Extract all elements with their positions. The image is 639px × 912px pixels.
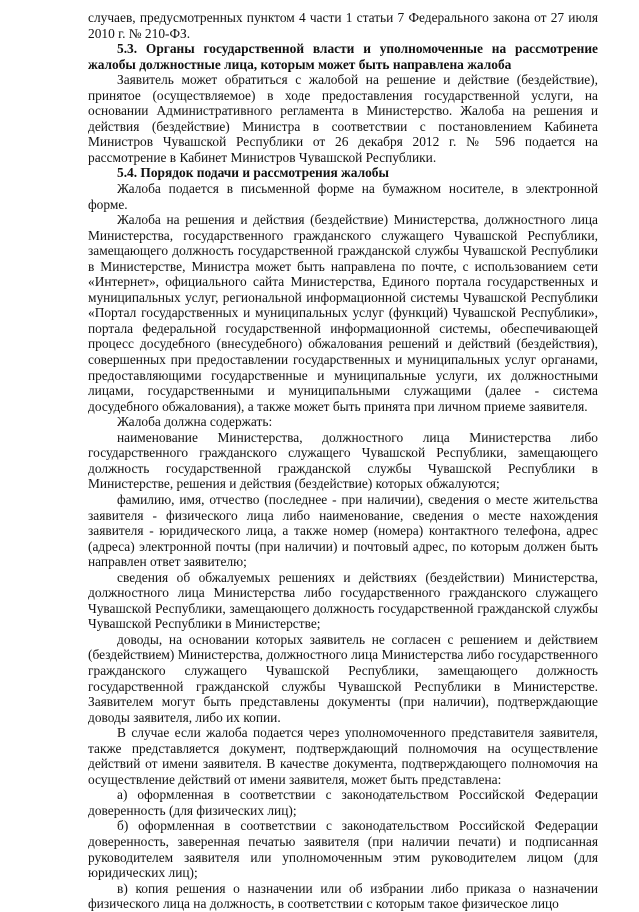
list-item-arguments: доводы, на основании которых заявитель не согласен с решением и действием (бездействием) Министерства, должностного лица Министерства либо государственного гражданского служащего Чувашской Республики, замещающего должность государственной гражданской службы Чувашской Республики в Министерстве. Заявителем могут быть представлены документы (при наличии), подтверждающие доводы заявителя, либо их копии. xyxy=(88,631,598,725)
list-item-name: наименование Министерства, должностного лица Министерства либо государственного гражданского служащего Чувашской Республики, замещающего должность государственной гражданской службы Чувашской Республики в Министерстве, решения и действия (бездействие) которых обжалуются; xyxy=(88,429,598,492)
paragraph-continuation: случаев, предусмотренных пунктом 4 части 1 статьи 7 Федерального закона от 27 июля 2010 г. № 210-ФЗ. xyxy=(88,10,598,41)
paragraph-representative: В случае если жалоба подается через уполномоченного представителя заявителя, также представляется документ, подтверждающий полномочия на осуществление действий от имени заявителя. В качестве документа, подтверждающего полномочия на осуществление действий от имени заявителя, может быть представлена: xyxy=(88,725,598,787)
document-page xyxy=(88,10,598,912)
paragraph-appeal-form: Жалоба подается в письменной форме на бумажном носителе, в электронной форме. xyxy=(88,181,598,212)
list-item-b: б) оформленная в соответствии с законодательством Российской Федерации доверенность, заверенная печатью заявителя (при наличии печати) и подписанная руководителем заявителя или уполномоченным этим руководителем лицом (для юридических лиц); xyxy=(88,818,598,881)
list-item-applicant-details: фамилию, имя, отчество (последнее - при наличии), сведения о месте жительства заявителя - физического лица либо наименование, сведения о месте нахождения заявителя - юридического лица, а также номер (номера) контактного телефона, адрес (адреса) электронной почты (при наличии) и почтовый адрес, по которым должен быть направлен ответ заявителю; xyxy=(88,491,598,570)
paragraph-appeal-channels: Жалоба на решения и действия (бездействие) Министерства, должностного лица Министерства, государственного гражданского служащего Чувашской Республики, замещающего должность государственной гражданской службы Чувашской Республики в Министерстве, Министра может быть направлена по почте, с использованием сети «Интернет», официального сайта Министерства, Единого портала государственных и муниципальных услуг, региональной информационной системы Чувашской Республики «Портал государственных и муниципальных услуг (функций) Чувашской Республики», портала федеральной государственной информационной системы, обеспечивающей процесс досудебного (внесудебного) обжалования решений и действий (бездействия), совершенных при предоставлении государственных и муниципальных услуг органами, предоставляющими государственные и муниципальные услуги, их должностными лицами, государственными и муниципальными служащими (далее - система досудебного обжалования), а также может быть принята при личном приеме заявителя. xyxy=(88,212,598,414)
paragraph-appeal-right: Заявитель может обратиться с жалобой на решение и действие (бездействие), принятое (осуществляемое) в ходе предоставления государственной услуги, на основании Административного регламента в Министерство. Жалоба на решения и действия (бездействие) Министра в соответствии с постановлением Кабинета Министров Чувашской Республики от 26 декабря 2012 г. № 596 подается на рассмотрение в Кабинет Министров Чувашской Республики. xyxy=(88,72,598,165)
list-item-c: в) копия решения о назначении или об избрании либо приказа о назначении физического лица на должность, в соответствии с которым такое физическое лицо xyxy=(88,880,598,912)
section-heading-5-4: 5.4. Порядок подачи и рассмотрения жалобы xyxy=(117,165,389,181)
section-heading-5-3: 5.3. Органы государственной власти и уполномоченные на рассмотрение жалобы должностные лица, которым может быть направлена жалоба xyxy=(88,41,598,72)
paragraph-appeal-contents-intro: Жалоба должна содержать: xyxy=(117,414,273,430)
list-item-a: а) оформленная в соответствии с законодательством Российской Федерации доверенность (для физических лиц); xyxy=(88,787,598,818)
list-item-decisions: сведения об обжалуемых решениях и действиях (бездействии) Министерства, должностного лица Министерства либо государственного гражданского служащего Чувашской Республики, замещающего должность государственной гражданской службы Чувашской Республики в Министерстве; xyxy=(88,569,598,632)
